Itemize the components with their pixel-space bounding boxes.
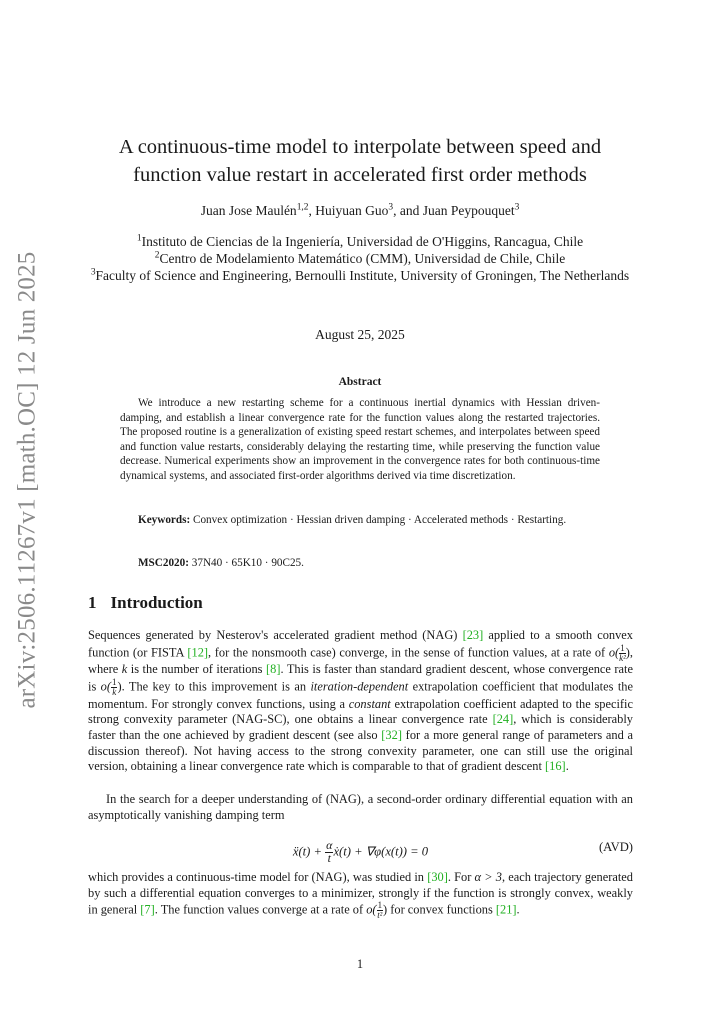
intro-paragraph-2: In the search for a deeper understanding of (NAG), a second-order ordinary differential equation with an asymptotically vanishing damping term [88, 792, 633, 822]
affiliation-2-text: Centro de Modelamiento Matemático (CMM), Universidad de Chile, Chile [159, 251, 566, 266]
author-3-affil: 3 [514, 202, 520, 213]
fraction [619, 644, 626, 663]
p1-text: , where [88, 644, 634, 677]
section-number: 1 [88, 593, 97, 612]
abstract-heading: Abstract [338, 376, 382, 388]
p3-text: . The function values converge at a rate of [154, 902, 367, 917]
p1-text: . The key to this improvement is an [121, 679, 311, 694]
p1-text: extrapolation coefficient adapted to the specific strong convexity parameter (NAG-SC), one obtains a linear convergence rate [88, 696, 633, 727]
rate-expression-close: ) [383, 902, 388, 917]
citation-link[interactable]: [12] [187, 644, 209, 659]
intro-paragraph-3 [88, 870, 633, 920]
equation-part: ẋ(t) + ∇φ(x(t)) = 0 [333, 844, 429, 859]
fraction-numerator: 1 [377, 900, 383, 911]
p1-text: . This is faster than standard gradient descent, whose convergence rate is [88, 662, 633, 694]
affiliation-1-text: Instituto de Ciencias de la Ingeniería, Universidad de O'Higgins, Rancagua, Chile [141, 234, 584, 249]
author-1-affil: 1,2 [296, 202, 309, 213]
author-1: Juan Jose Maulén [200, 203, 297, 218]
msc-label: MSC2020: [138, 557, 189, 569]
equation-part: ẍ(t) + [292, 844, 326, 859]
math-variable: k [121, 662, 128, 677]
p1-text: extrapolation coefficient that modulates the momentum. For strongly convex functions, using a [88, 679, 633, 711]
p3-text: which provides a continuous-time model for (NAG), was studied in [88, 870, 428, 884]
author-2: Huiyuan Guo [315, 203, 389, 218]
fraction-denominator: t² [377, 910, 383, 921]
msc-text: 37N40 · 65K10 · 90C25. [191, 557, 304, 569]
abstract-text: We introduce a new restarting scheme for a continuous inertial dynamics with Hessian driven-damping, and establish a linear convergence rate for the function values along the restarted trajectories. The proposed routine is a generalization of existing speed restart schemes, and interpolates between speed and function value restarts, considerably delaying the restarting time, while preserving the function value decrease. Numerical experiments show an improvement in the convergence rates for both continuous-time dynamical systems, and associated first-order algorithms derived via time discretization. [120, 397, 600, 482]
title-line-2: function value restart in accelerated first order methods [133, 164, 587, 186]
citation-link[interactable]: [24] [492, 712, 514, 727]
citation-link[interactable]: [21] [495, 902, 517, 917]
page-number: 1 [356, 957, 364, 971]
msc-classification [120, 557, 600, 569]
affiliation-3-mark: 3 [90, 267, 96, 278]
p3-text: , each trajectory generated by such a differential equation converges to a minimizer, strongly if the function is strongly convex, weakly in general [88, 870, 633, 917]
p1-text: Sequences generated by Nesterov's accelerated gradient method (NAG) [88, 628, 463, 642]
rate-expression: o( [100, 679, 111, 694]
keywords-text: Convex optimization · Hessian driven damping · Accelerated methods · Restarting. [193, 514, 567, 526]
emphasis: constant [348, 696, 391, 711]
author-2-affil: 3 [388, 202, 394, 213]
equation-tag: (AVD) [598, 840, 633, 854]
p3-text: for convex functions [387, 902, 496, 917]
citation-link[interactable]: [8] [266, 662, 281, 677]
p1-text: applied to a smooth convex function (or FISTA [88, 628, 633, 659]
paper-title [90, 133, 630, 189]
p1-text: , for the nonsmooth case) converge, in the sense of function values, at a rate of [208, 644, 609, 659]
rate-expression: o( [366, 902, 377, 917]
intro-paragraph-1 [88, 628, 633, 775]
fraction-numerator: α [326, 838, 333, 852]
section-heading [88, 593, 203, 613]
citation-link[interactable]: [7] [140, 902, 155, 917]
fraction-denominator: k² [619, 652, 626, 663]
rate-expression-close: ) [625, 644, 630, 659]
fraction-numerator: 1 [112, 677, 117, 688]
arxiv-stamp-text: arXiv:2506.11267v1 [math.OC] 12 Jun 2025 [14, 251, 42, 709]
math-condition: α > 3 [474, 870, 502, 884]
section-title: Introduction [110, 593, 203, 612]
paper-date: August 25, 2025 [315, 327, 405, 342]
affiliations [80, 233, 640, 284]
p1-text: . [565, 759, 569, 774]
affiliation-1 [80, 233, 640, 250]
affiliation-2 [80, 250, 640, 267]
affiliation-3-text: Faculty of Science and Engineering, Bernoulli Institute, University of Groningen, The Netherlands [95, 268, 630, 283]
affiliation-2-mark: 2 [154, 250, 160, 261]
fraction-denominator: k [112, 686, 117, 697]
citation-link[interactable]: [16] [545, 759, 566, 774]
emphasis: iteration-dependent [310, 679, 409, 694]
p1-text: is the number of iterations [127, 662, 267, 677]
rate-expression-close: ) [117, 679, 122, 694]
title-line-1: A continuous-time model to interpolate between speed and [118, 136, 602, 158]
citation-link[interactable]: [30] [427, 870, 448, 884]
p1-text: for a more general range of parameters and a discussion thereof). Not having access to the strong convexity parameter, one can still use the original version, obtaining a linear convergence rate which is comparable to that of gradient descent [88, 728, 633, 774]
keywords [120, 513, 600, 528]
p3-text: . [516, 902, 520, 917]
author-list: Juan Jose Maulén$^{1,2}$, Huiyuan Guo$^3$, and Juan Peypouquet$^3$ [200, 202, 520, 218]
p1-text: , which is considerably faster than the one achieved by gradient descent (see also [88, 712, 633, 743]
author-3: Juan Peypouquet [422, 203, 515, 218]
keywords-label: Keywords: [138, 514, 191, 526]
rate-expression: o( [608, 644, 620, 659]
affiliation-1-mark: 1 [136, 233, 142, 244]
citation-link[interactable]: [23] [462, 628, 484, 642]
p3-text: . For [447, 870, 475, 884]
fraction-numerator: 1 [620, 642, 625, 653]
arxiv-identifier-stamp [6, 251, 50, 709]
affiliation-3 [80, 267, 640, 284]
fraction-denominator: t [327, 850, 331, 865]
citation-link[interactable]: [32] [381, 728, 402, 743]
equation-avd [88, 834, 633, 864]
equation-body [88, 840, 633, 865]
